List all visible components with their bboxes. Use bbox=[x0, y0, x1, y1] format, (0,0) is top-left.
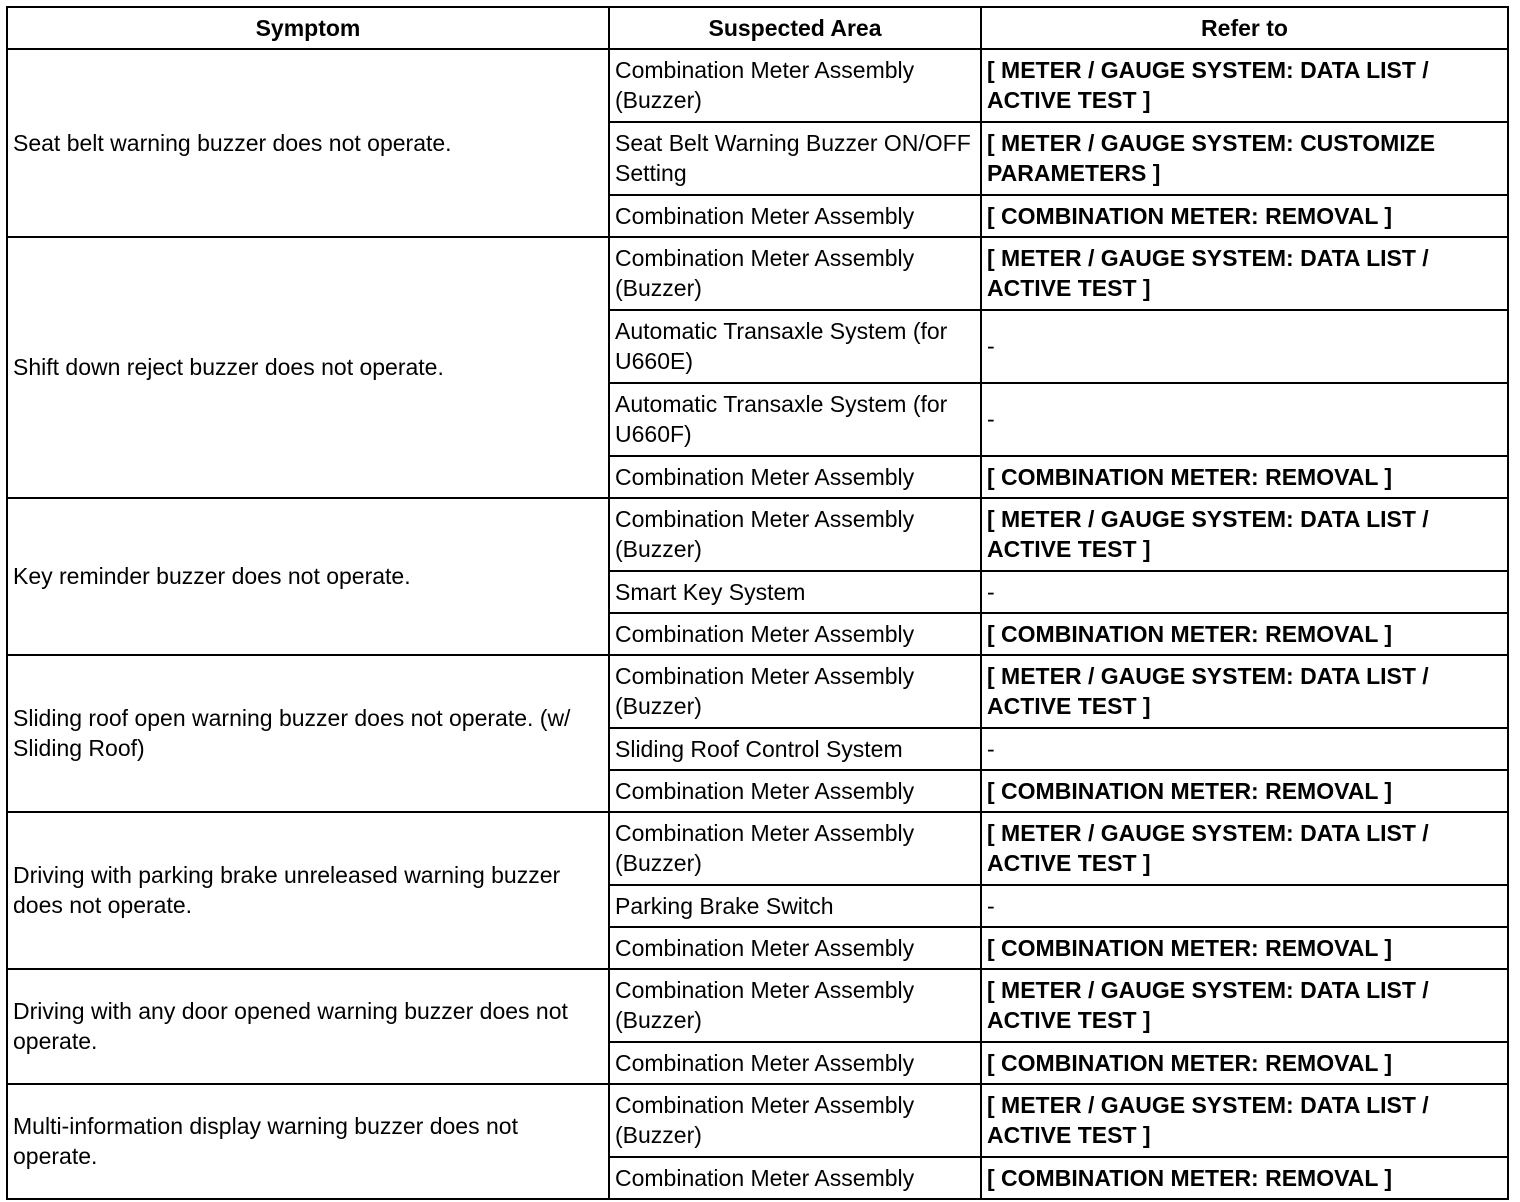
suspected-area-cell: Combination Meter Assembly bbox=[609, 1042, 981, 1084]
refer-to-link[interactable]: [ METER / GAUGE SYSTEM: CUSTOMIZE PARAMETERS ] bbox=[981, 122, 1508, 195]
refer-to-link[interactable]: [ COMBINATION METER: REMOVAL ] bbox=[981, 195, 1508, 237]
suspected-area-cell: Combination Meter Assembly bbox=[609, 195, 981, 237]
suspected-area-cell: Automatic Transaxle System (for U660E) bbox=[609, 310, 981, 383]
refer-to-none: - bbox=[981, 383, 1508, 456]
refer-to-link[interactable]: [ METER / GAUGE SYSTEM: DATA LIST / ACTIVE TEST ] bbox=[981, 49, 1508, 122]
refer-to-link[interactable]: [ COMBINATION METER: REMOVAL ] bbox=[981, 1042, 1508, 1084]
suspected-area-cell: Automatic Transaxle System (for U660F) bbox=[609, 383, 981, 456]
table-row bbox=[7, 969, 1508, 1042]
suspected-area-cell: Combination Meter Assembly (Buzzer) bbox=[609, 237, 981, 310]
refer-to-link[interactable]: [ METER / GAUGE SYSTEM: DATA LIST / ACTIVE TEST ] bbox=[981, 498, 1508, 571]
table-row bbox=[7, 655, 1508, 728]
refer-to-link[interactable]: [ METER / GAUGE SYSTEM: DATA LIST / ACTIVE TEST ] bbox=[981, 1084, 1508, 1157]
refer-to-link[interactable]: [ COMBINATION METER: REMOVAL ] bbox=[981, 613, 1508, 655]
suspected-area-cell: Combination Meter Assembly bbox=[609, 456, 981, 498]
header-symptom: Symptom bbox=[7, 7, 609, 49]
refer-to-none: - bbox=[981, 728, 1508, 770]
symptom-cell: Driving with any door opened warning buzzer does not operate. bbox=[7, 969, 609, 1084]
suspected-area-cell: Combination Meter Assembly bbox=[609, 770, 981, 812]
refer-to-link[interactable]: [ COMBINATION METER: REMOVAL ] bbox=[981, 456, 1508, 498]
suspected-area-cell: Parking Brake Switch bbox=[609, 885, 981, 927]
suspected-area-cell: Combination Meter Assembly (Buzzer) bbox=[609, 812, 981, 885]
refer-to-none: - bbox=[981, 310, 1508, 383]
suspected-area-cell: Combination Meter Assembly (Buzzer) bbox=[609, 49, 981, 122]
header-suspected-area: Suspected Area bbox=[609, 7, 981, 49]
table-header-row bbox=[7, 7, 1508, 49]
refer-to-none: - bbox=[981, 885, 1508, 927]
table-row bbox=[7, 49, 1508, 122]
refer-to-link[interactable]: [ COMBINATION METER: REMOVAL ] bbox=[981, 927, 1508, 969]
symptom-cell: Driving with parking brake unreleased warning buzzer does not operate. bbox=[7, 812, 609, 969]
symptom-cell: Multi-information display warning buzzer does not operate. bbox=[7, 1084, 609, 1199]
suspected-area-cell: Combination Meter Assembly (Buzzer) bbox=[609, 498, 981, 571]
suspected-area-cell: Seat Belt Warning Buzzer ON/OFF Setting bbox=[609, 122, 981, 195]
symptom-cell: Shift down reject buzzer does not operate. bbox=[7, 237, 609, 498]
suspected-area-cell: Smart Key System bbox=[609, 571, 981, 613]
suspected-area-cell: Combination Meter Assembly (Buzzer) bbox=[609, 655, 981, 728]
refer-to-link[interactable]: [ COMBINATION METER: REMOVAL ] bbox=[981, 770, 1508, 812]
symptom-cell: Key reminder buzzer does not operate. bbox=[7, 498, 609, 655]
refer-to-link[interactable]: [ METER / GAUGE SYSTEM: DATA LIST / ACTIVE TEST ] bbox=[981, 969, 1508, 1042]
problem-symptoms-table bbox=[6, 6, 1509, 1200]
table-row bbox=[7, 498, 1508, 571]
refer-to-link[interactable]: [ METER / GAUGE SYSTEM: DATA LIST / ACTIVE TEST ] bbox=[981, 655, 1508, 728]
suspected-area-cell: Combination Meter Assembly bbox=[609, 613, 981, 655]
symptom-cell: Sliding roof open warning buzzer does not operate. (w/ Sliding Roof) bbox=[7, 655, 609, 812]
suspected-area-cell: Combination Meter Assembly bbox=[609, 1157, 981, 1199]
table-row bbox=[7, 812, 1508, 885]
refer-to-link[interactable]: [ COMBINATION METER: REMOVAL ] bbox=[981, 1157, 1508, 1199]
symptom-cell: Seat belt warning buzzer does not operate. bbox=[7, 49, 609, 237]
refer-to-none: - bbox=[981, 571, 1508, 613]
suspected-area-cell: Combination Meter Assembly bbox=[609, 927, 981, 969]
header-refer-to: Refer to bbox=[981, 7, 1508, 49]
suspected-area-cell: Combination Meter Assembly (Buzzer) bbox=[609, 969, 981, 1042]
suspected-area-cell: Sliding Roof Control System bbox=[609, 728, 981, 770]
suspected-area-cell: Combination Meter Assembly (Buzzer) bbox=[609, 1084, 981, 1157]
table-row bbox=[7, 1084, 1508, 1157]
refer-to-link[interactable]: [ METER / GAUGE SYSTEM: DATA LIST / ACTIVE TEST ] bbox=[981, 812, 1508, 885]
refer-to-link[interactable]: [ METER / GAUGE SYSTEM: DATA LIST / ACTIVE TEST ] bbox=[981, 237, 1508, 310]
table-row bbox=[7, 237, 1508, 310]
